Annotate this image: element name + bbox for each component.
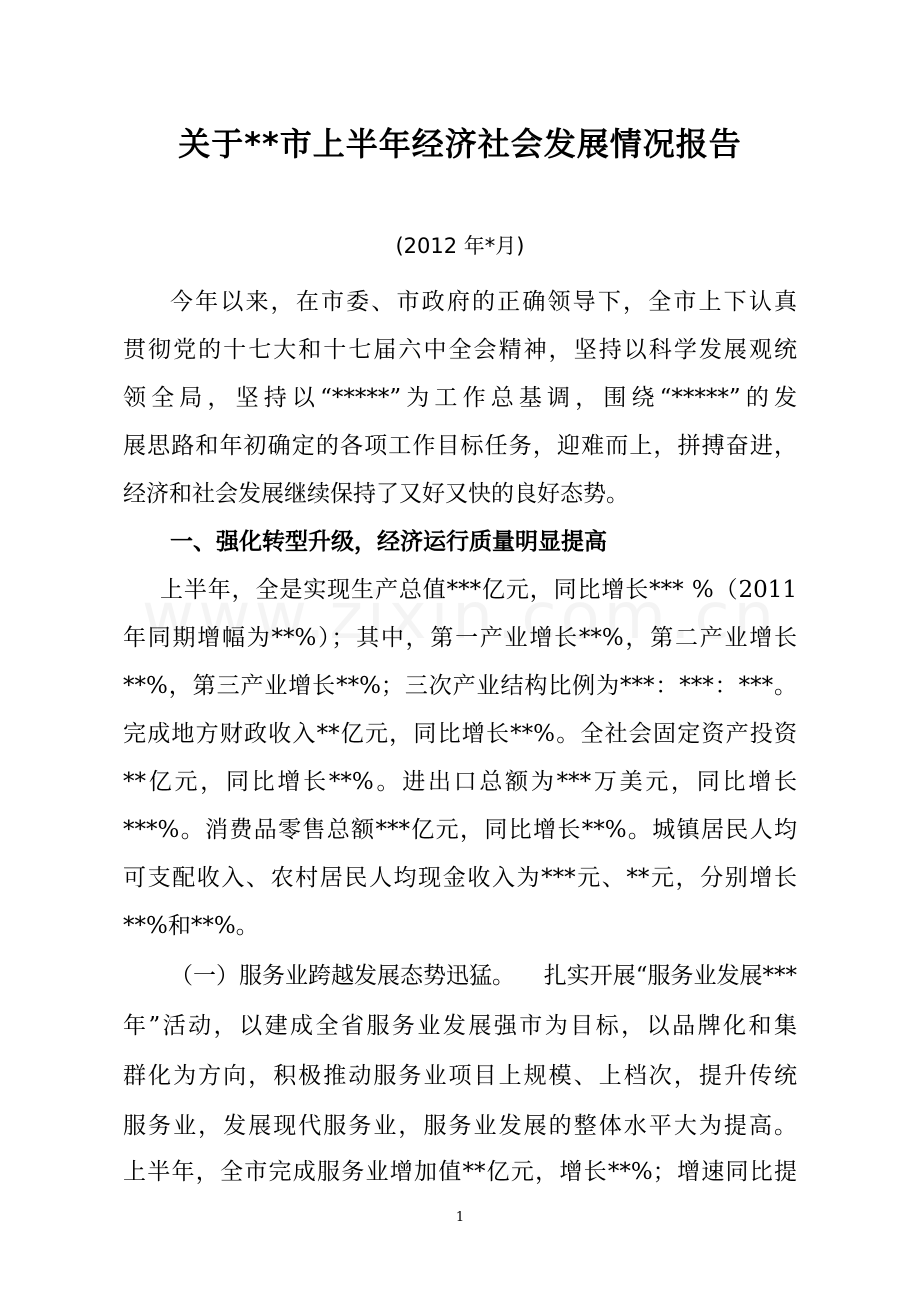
subsection-line: 群化为方向，积极推动服务业项目上规模、上档次，提升传统 [123,1063,797,1089]
intro-line: 贯彻党的十七大和十七届六中全会精神，坚持以科学发展观统 [123,337,797,363]
document-title: 关于**市上半年经济社会发展情况报告 [178,125,742,163]
document-date: (2012 年*月) [395,234,525,258]
intro-line: 经济和社会发展继续保持了又好又快的良好态势。 [123,481,629,507]
section-line: 上半年，全是实现生产总值***亿元，同比增长*** %（2011 [160,577,797,603]
subsection-line: 年”活动，以建成全省服务业发展强市为目标，以品牌化和集 [123,1013,797,1039]
section-line: 可支配收入、农村居民人均现金收入为***元、**元，分别增长 [123,865,797,891]
subsection-text: 扎实开展“服务业发展*** [543,963,797,989]
subsection-line: 上半年，全市完成服务业增加值**亿元，增长**%；增速同比提 [123,1159,797,1185]
subsection-line: 服务业，发展现代服务业，服务业发展的整体水平大为提高。 [123,1113,797,1139]
subsection-first-line [170,952,797,1000]
intro-line: 今年以来，在市委、市政府的正确领导下，全市上下认真 [170,289,797,315]
section-heading: 一、强化转型升级，经济运行质量明显提高 [170,529,607,555]
section-line: **亿元，同比增长**%。进出口总额为***万美元，同比增长 [123,769,797,795]
section-line: 完成地方财政收入**亿元，同比增长**%。全社会固定资产投资 [123,721,797,747]
section-line: **%，第三产业增长**%；三次产业结构比例为***：***：***。 [123,673,797,699]
intro-line: 领全局，坚持以“*****”为工作总基调，围绕“*****”的发 [123,385,797,411]
subsection-heading: （一）服务业跨越发展态势迅猛。 [170,963,515,989]
intro-line: 展思路和年初确定的各项工作目标任务，迎难而上，拼搏奋进， [123,433,797,459]
section-line: ***%。消费品零售总额***亿元，同比增长**%。城镇居民人均 [123,817,797,843]
page-number: 1 [455,1210,465,1225]
section-line: 年同期增幅为**%）；其中，第一产业增长**%，第二产业增长 [123,625,797,651]
section-line: **%和**%。 [123,913,259,939]
